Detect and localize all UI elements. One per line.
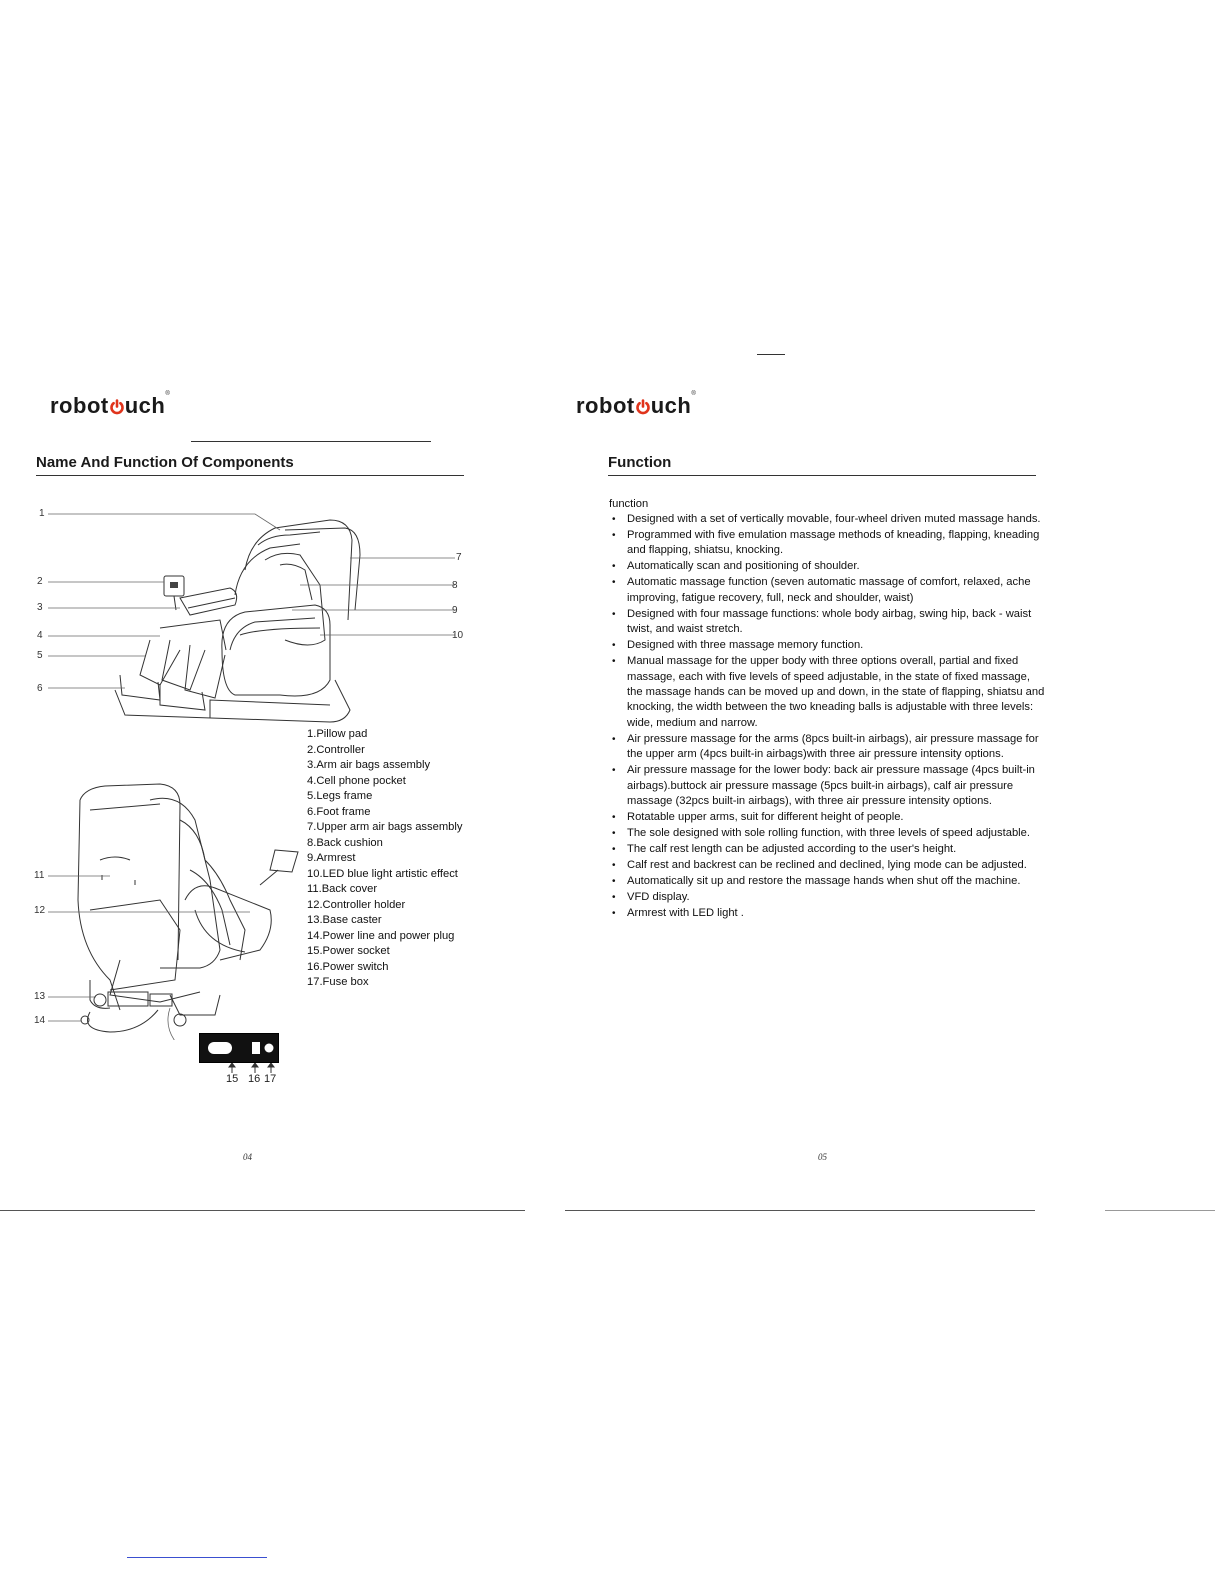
component-item: 5.Legs frame (307, 790, 373, 802)
panel-number: 15 (226, 1073, 239, 1085)
registered-mark: ® (165, 391, 171, 397)
function-item: • Manual massage for the upper body with three options overall, partial and fixed massage, each with five levels of speed adjustable, in the state of fixed massage, the massage hands can be moved up and down, in the state of flapping, shiatsu and knocking, the width between the two kneading balls is adjustable with three levels: wide, medium and narrow. (607, 654, 1047, 731)
callout-label: 8 (452, 580, 458, 591)
scan-edge-line (565, 1210, 1035, 1211)
function-item: • Automatic massage function (seven automatic massage of comfort, relaxed, ache improving, fatigue recovery, full, neck and shoulder, waist) (607, 575, 1047, 606)
title-underline (608, 475, 1036, 476)
scan-edge-line (1105, 1210, 1215, 1211)
component-item: 3.Arm air bags assembly (307, 759, 431, 771)
power-icon (109, 393, 125, 419)
function-item: • The sole designed with sole rolling function, with three levels of speed adjustable. (607, 826, 1047, 841)
logo-text: uch (650, 393, 692, 418)
component-item: 6.Foot frame (307, 805, 371, 818)
function-item: • Designed with four massage functions: whole body airbag, swing hip, back - waist twist, and waist stretch. (607, 607, 1047, 638)
component-item: 15.Power socket (307, 945, 390, 957)
power-panel-icons (200, 1034, 278, 1062)
massage-chair-back-illustration (30, 780, 310, 1040)
power-panel (199, 1033, 279, 1063)
panel-number: 17 (264, 1073, 277, 1085)
component-item: 17.Fuse box (307, 976, 369, 988)
function-item: • VFD display. (607, 890, 1047, 905)
page-title: Function (608, 454, 672, 471)
power-icon (635, 393, 651, 419)
function-item: • Designed with a set of vertically movable, four-wheel driven muted massage hands. (607, 512, 1047, 527)
callout-label: 10 (452, 630, 464, 641)
callout-label: 11 (34, 870, 45, 881)
panel-number: 16 (248, 1073, 261, 1085)
logo-text: uch (124, 393, 166, 418)
component-item: 14.Power line and power plug (307, 929, 455, 942)
callout-label: 6 (37, 683, 43, 694)
robotouch-logo (576, 393, 696, 419)
component-item: 10.LED blue light artistic effect (307, 867, 458, 880)
callout-label: 13 (34, 991, 46, 1002)
function-item: • Automatically sit up and restore the massage hands when shut off the machine. (607, 874, 1047, 889)
component-item: 12.Controller holder (307, 898, 406, 911)
page-title: Name And Function Of Components (36, 454, 294, 471)
function-item: • Armrest with LED light . (607, 906, 1047, 921)
header-rule (191, 441, 431, 442)
callout-label: 4 (37, 630, 43, 641)
logo-text: robot (50, 393, 109, 418)
component-item: 7.Upper arm air bags assembly (307, 821, 463, 833)
components-list (307, 727, 527, 991)
title-underline (36, 475, 464, 476)
function-item: • Automatically scan and positioning of shoulder. (607, 559, 1047, 574)
function-item: • The calf rest length can be adjusted according to the user's height. (607, 842, 1047, 857)
function-item: • Air pressure massage for the lower body: back air pressure massage (4pcs built-in airbags).buttock air pressure massage (5pcs built-in airbags), calf air pressure massage (32pcs built-in airbags), with three air pressure intensity options. (607, 763, 1047, 809)
page-number: 05 (818, 1152, 827, 1162)
callout-label: 12 (34, 905, 46, 916)
function-item: • Programmed with five emulation massage methods of kneading, flapping, kneading and flapping, shiatsu, knocking. (607, 528, 1047, 559)
registered-mark: ® (691, 391, 697, 397)
callout-label: 2 (37, 576, 43, 587)
component-item: 13.Base caster (307, 914, 382, 926)
massage-chair-front-illustration (30, 500, 470, 730)
function-item: • Designed with three massage memory function. (607, 638, 1047, 653)
callout-label: 9 (452, 605, 458, 616)
function-list (607, 512, 1047, 922)
component-item: 8.Back cushion (307, 836, 383, 849)
callout-label: 1 (39, 508, 45, 519)
function-item: • Air pressure massage for the arms (8pcs built-in airbags), air pressure massage for the upper arm (4pcs built-in airbags)with three air pressure intensity options. (607, 732, 1047, 763)
link-underline (127, 1557, 267, 1558)
component-item: 16.Power switch (307, 960, 389, 973)
callout-label: 7 (456, 552, 462, 563)
scan-edge-line (757, 354, 785, 355)
component-item: 9.Armrest (307, 852, 356, 864)
component-item: 1.Pillow pad (307, 728, 368, 740)
component-item: 2.Controller (307, 743, 365, 756)
function-item: • Calf rest and backrest can be reclined and declined, lying mode can be adjusted. (607, 858, 1047, 873)
callout-label: 14 (34, 1015, 46, 1026)
callout-label: 5 (37, 650, 43, 661)
logo-text: robot (576, 393, 635, 418)
robotouch-logo (50, 393, 170, 419)
function-intro: function (609, 498, 649, 510)
scan-edge-line (0, 1210, 525, 1211)
component-item: 4.Cell phone pocket (307, 774, 406, 787)
component-item: 11.Back cover (307, 883, 378, 895)
page-number: 04 (243, 1152, 252, 1162)
function-item: • Rotatable upper arms, suit for different height of people. (607, 810, 1047, 825)
callout-label: 3 (37, 602, 43, 613)
power-panel-pointer-arrows (220, 1063, 280, 1073)
